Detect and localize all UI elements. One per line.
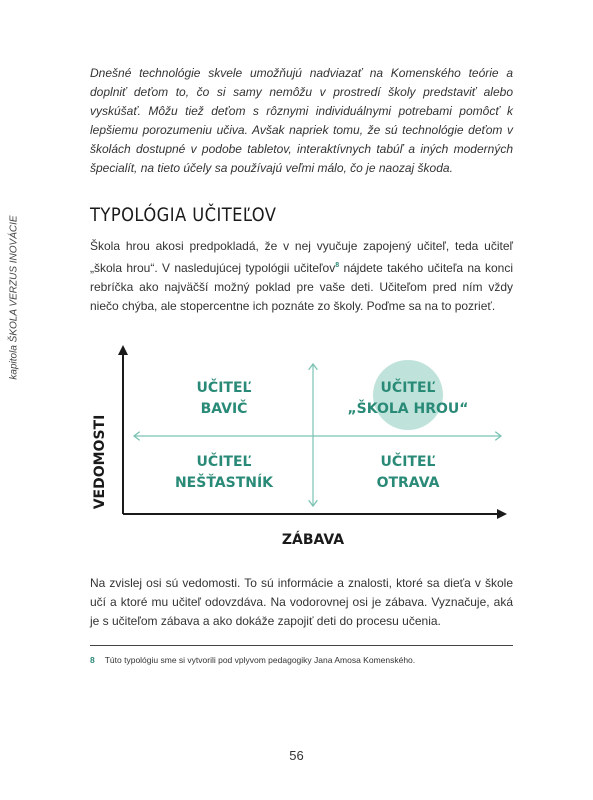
body-paragraph-1 xyxy=(90,237,513,316)
quadrant-top-right-line-2: „ŠKOLA HROU“ xyxy=(347,401,469,417)
quadrant-top-right-line-1: UČITEĽ xyxy=(380,380,436,396)
quadrant-bottom-left-line-2: NEŠŤASTNÍK xyxy=(174,475,274,491)
intro-paragraph: Dnešné technológie skvele umožňujú nadviazať na Komenského teórie a doplniť deťom to, čo si samy nemôžu v prostredí školy predstaviť alebo vyskúšať. Môžu tiež deťom s rôznymi individuálnymi potrebami pomôcť k lepšiemu porozumeniu učiva. Avšak napriek tomu, že sú technológie deťom v školách dostupné v podobe tabletov, interaktívnych tabúľ a iných moderných špecialít, na tieto účely sa používajú veľmi málo, čo je naozaj škoda. xyxy=(90,66,513,175)
chapter-side-label-text: kapitola ŠKOLA VERZUS INOVÁCIE xyxy=(8,214,20,380)
para1-text-after: nájdete takého učiteľa na konci rebríčka ako najväčší možný poklad pre vaše deti. Učiteľom pred ním vždy niečo chýba, ale stopercentne ich poznáte zo školy. Poďme sa na to pozrieť. xyxy=(90,261,513,313)
teacher-typology-diagram xyxy=(0,340,593,555)
para1-text-before: Škola hrou akosi predpokladá, že v nej vyučuje zapojený učiteľ, teda učiteľ „škola hrou“. V nasledujúcej typológii učiteľov xyxy=(90,239,513,275)
x-axis-label: ZÁBAVA xyxy=(281,532,345,548)
footnote-text: Túto typológiu sme si vytvorili pod vplyvom pedagogiky Jana Amosa Komenského. xyxy=(104,655,416,665)
footnote xyxy=(90,655,415,665)
footnote-reference[interactable]: 8 xyxy=(335,262,340,269)
section-heading: TYPOLÓGIA UČITEĽOV xyxy=(90,204,277,226)
body-paragraph-2: Na zvislej osi sú vedomosti. To sú informácie a znalosti, ktoré sa dieťa v škole učí a ktoré mu učiteľ odovzdáva. Na vodorovnej osi je zábava. Vyznačuje, aká je s učiteľom zábava a ako dokáže zapojiť deti do procesu učenia. xyxy=(90,576,513,628)
y-axis-label: VEDOMOSTI xyxy=(92,414,108,510)
quadrant-top-left-line-1: UČITEĽ xyxy=(196,380,252,396)
footnote-divider xyxy=(90,645,513,646)
quadrant-bottom-right-line-1: UČITEĽ xyxy=(380,454,436,470)
quadrant-top-left-line-2: BAVIČ xyxy=(200,401,248,417)
quadrant-bottom-left-line-1: UČITEĽ xyxy=(196,454,252,470)
page-number: 56 xyxy=(289,748,304,763)
footnote-number: 8 xyxy=(90,655,95,665)
quadrant-bottom-right-line-2: OTRAVA xyxy=(376,475,440,491)
